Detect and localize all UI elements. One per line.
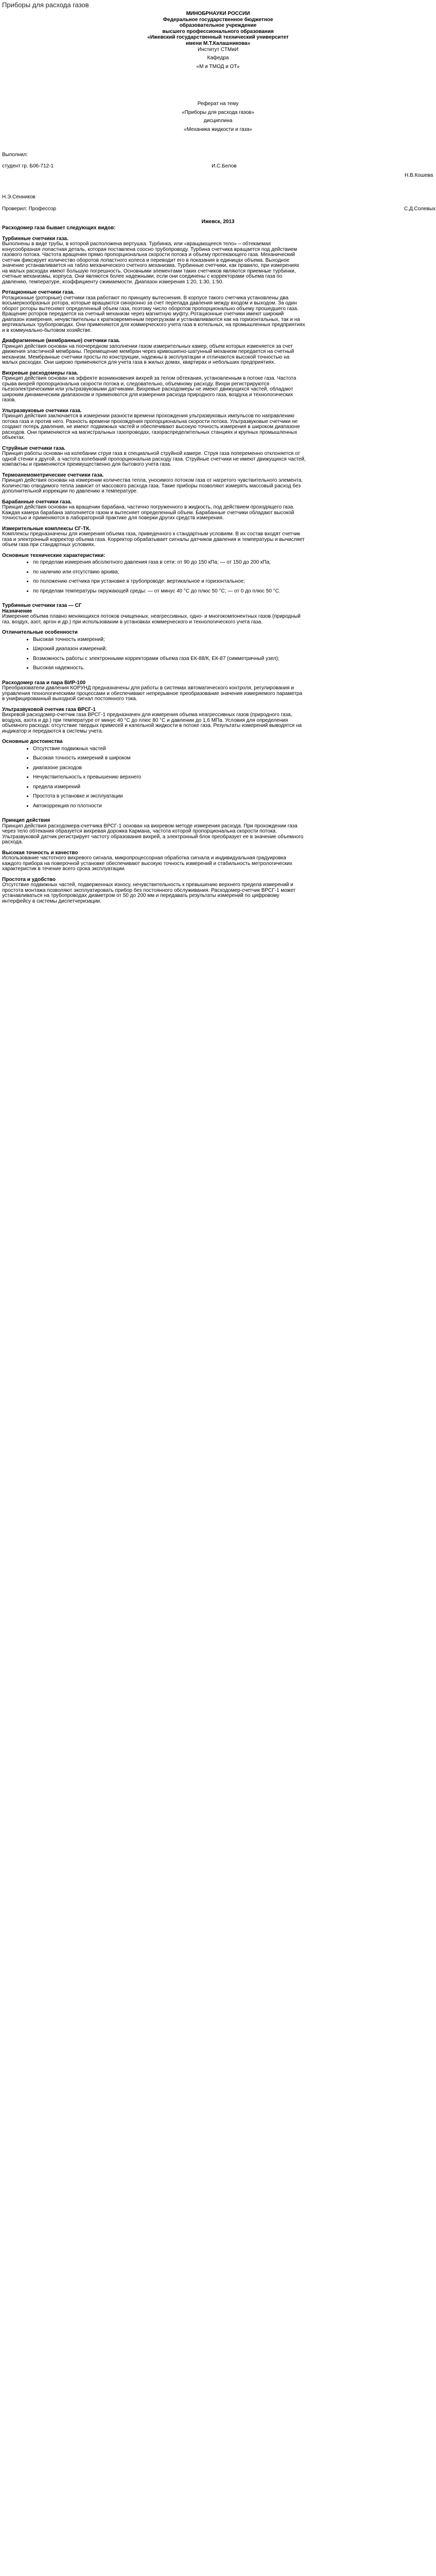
section-heading: Высокая точность и качество — [2, 850, 78, 856]
paragraph: Принцип действия основан на вращении барабана, частично погруженного в жидкость, под действием проходящего газа. Каждая камера барабана заполняется газом и вытесняет определенный объем. Барабанные счетчики обладают высокой точностью и применяются в лабораторной практике для поверки других средств измерения. — [2, 504, 294, 521]
checked-label: Проверил: Профессор — [2, 206, 56, 212]
section-heading: Расходомер газа и пара ВИР-100 — [2, 680, 86, 686]
section-heading: Основные технические характеристики: — [2, 552, 106, 558]
city-year: Ижевск, 2013 — [201, 219, 235, 225]
discipline: «Механика жидкости и газа» — [184, 126, 252, 132]
section-heading: Турбинные счетчики газа. — [2, 235, 68, 242]
section-heading: Термоанемометрические счетчики газа. — [2, 472, 104, 478]
helper-name: Н.В.Кошева — [405, 173, 433, 178]
bullet-list — [2, 560, 306, 594]
document-body — [2, 226, 306, 904]
list-item: • предела измерений — [33, 785, 306, 790]
paragraph: Вихревой расходомер-счетчик газа ВРСГ-1 предназначен для измерения объема неагрессивных газов (природного газа, воздуха, азота и др.) при температуре от минус 40 °С до плюс 80 °С и давлении до 1,6 МПа. Условия для определения объемного расхода: отсутствие твердых примесей и капельной жидкости в потоке газа. Результаты измерений выводятся на индикатор и передаются в системы учета. — [2, 712, 302, 734]
dept: «М и ТМОД и ОТ» — [196, 63, 240, 70]
report-topic: «Приборы для расхода газов» — [182, 109, 254, 115]
spacer — [2, 548, 306, 553]
list-item: • Автокоррекция по плотности — [33, 804, 306, 809]
title-block — [0, 11, 436, 70]
student-name: И.С.Белов — [212, 163, 237, 169]
discipline-label: дисциплина — [203, 118, 233, 124]
paragraph: Принцип действия расходомера-счетчика ВРСГ-1 основан на вихревом методе измерения расхода. При прохождении газа через тело обтекания образуется вихревая дорожка Кармана, частота которой пропорциональна скорости потока. Ультразвуковой датчик регистрирует частоту образования вихрей, а электронный блок преобразует ее в значение объемного расхода. — [2, 823, 304, 845]
list-item: • Простота в установке и эксплуатации — [33, 794, 306, 800]
org-line: высшего профессионального образования — [162, 28, 274, 35]
list-item: • Высокая точность измерений в широком — [33, 756, 306, 761]
paragraph: Преобразователи давления КОРУНД предназначены для работы в системах автоматического контроля, регулирования и управления технологическими процессами и обеспечивают непрерывное преобразование значения измеряемого параметра в унифицированный выходной сигнал постоянного тока. — [2, 685, 303, 702]
spacer — [2, 231, 306, 236]
spacer — [2, 366, 306, 371]
section-heading: Диафрагменные (мембранные) счетчики газа. — [2, 338, 120, 344]
section-heading: Измерительные комплексы СГ-ТК. — [2, 526, 91, 532]
bullet-list — [2, 637, 306, 671]
section-heading: Принцип действия — [2, 818, 50, 823]
list-item: • Нечувствительность к превышению верхнего — [33, 775, 306, 781]
section-heading: Струйные счетчики газа. — [2, 445, 66, 451]
list-item: • по пределам температуры окружающей среды: — от минус 40 °С до плюс 50 °С; — от 0 до плюс 50 °С. — [33, 589, 306, 595]
paragraph: Ротационные (роторные) счетчики газа работают по принципу вытеснения. В корпусе такого счетчика установлены два восьмеркообразных ротора, которые вращаются синхронно за счет перепада давления между входом и выходом. За один оборот роторы вытесняют определенный объем газа, поэтому число оборотов пропорционально объему прошедшего газа. Вращение роторов передается на счетный механизм через магнитную муфту. Ротационные счетчики имеют широкий диапазон измерения, нечувствительны к кратковременным перегрузкам и устанавливаются как на горизонтальных, так и на вертикальных трубопроводах. Они применяются для коммерческого учета газа в котельных, на промышленных предприятиях и в коммунально-бытовом хозяйстве. — [2, 295, 305, 333]
org-line: образовательное учреждение — [179, 23, 257, 29]
paragraph: Принцип действия заключается в измерении разности времени прохождения ультразвуковых импульсов по направлению потока газа и против него. Разность времени прохождения пропорциональна скорости потока. Ультразвуковые счетчики не создают потерь давления, не имеют подвижных частей и обеспечивают высокую точность измерения в широком диапазоне расходов. Они применяются на магистральных газопроводах, газораспределительных станциях и крупных промышленных объектах. — [2, 413, 300, 440]
section-heading: Отличительные особенности — [2, 630, 78, 635]
org-line: имени М.Т.Калашникова» — [185, 40, 251, 46]
bullet-list — [2, 747, 306, 809]
paragraph: Использование частотного вихревого сигнала, микропроцессорная обработка сигнала и индивидуальная градуировка каждого прибора на поверочной установке обеспечивают высокую точность измерений и стабильность метрологических характеристик в течение всего срока эксплуатации. — [2, 855, 292, 872]
report-label: Реферат на тему — [197, 101, 239, 107]
report-block — [0, 101, 436, 132]
spacer — [2, 468, 306, 473]
paragraph: Отсутствие подвижных частей, подверженных износу, нечувствительность к превышению верхнего предела измерений и простота монтажа позволяют эксплуатировать прибор без постоянного обслуживания. Расходомер-счетчик ВРСГ-1 может устанавливаться на трубопроводах диаметром от 50 до 200 мм и передавать результаты измерений по цифровому интерфейсу в системы диспетчеризации. — [2, 882, 296, 904]
list-item: • по наличию или отсутствию архива; — [33, 570, 306, 575]
paragraph: Принцип работы основан на колебании струи газа в специальной струйной камере. Струя газа попеременно отклоняется от одной стенки к другой, а частота колебаний пропорциональна расходу газа. Струйные счетчики не имеют движущихся частей, компактны и применяются преимущественно для бытового учета газа. — [2, 451, 306, 467]
list-item: • Широкий диапазон измерений; — [33, 647, 306, 652]
section-heading: Расходомер газа бывает следующих видов: — [2, 225, 116, 231]
spacer — [2, 403, 306, 409]
paragraph: Комплексы предназначены для измерения объема газа, приведенного к стандартным условиям. В их состав входят счетчик газа и электронный корректор объема газа. Корректор обрабатывает сигналы датчиков давления и температуры и вычисляет объем газа при стандартных условиях. — [2, 531, 305, 548]
list-item: • по положению счетчика при установке в трубопроводе: вертикальное и горизонтальное; — [33, 579, 306, 585]
section-heading: Простота и удобство — [2, 876, 56, 883]
spacer — [2, 845, 306, 851]
professor-name: С.Д.Солевых — [404, 206, 436, 212]
page-title: Приборы для расхода газов — [2, 1, 89, 9]
spacer — [2, 872, 306, 877]
list-item: • Возможность работы с электронными корректорами объема газа ЕК-88/К, ЕК-87 (симметричный узел); — [33, 656, 306, 662]
paragraph: Принцип действия основан на эффекте возникновения вихрей за телом обтекания, установленным в потоке газа. Частота срыва вихрей пропорциональна скорости потока и, следовательно, объемному расходу. Вихри регистрируются пьезоэлектрическими или ультразвуковыми датчиками. Вихревые расходомеры не имеют движущихся частей, обладают широким динамическим диапазоном и применяются для измерения расхода природного газа, воздуха и технологических газов. — [2, 376, 297, 403]
org-line: «Ижевский государственный технический университет — [147, 35, 289, 41]
section-heading: Барабанные счетчики газа. — [2, 499, 72, 505]
dept-label: Кафедра — [207, 55, 229, 61]
section-heading: Вихревые расходомеры газа. — [2, 370, 78, 376]
paragraph: Выполнены в виде трубы, в которой расположена вертушка. Турбинка, или «вращающееся тело» – обтекаемая конусообразная лопастная деталь, которая поставлена соосно трубопроводу. Турбина счетчика вращается под действием газового потока. Частота вращения прямо пропорциональна скорости потока и объему протекающего газа. Механический счетчик фиксирует количество оборотов лопастного колеса и переводит его в показания в единицах объема. Выходное значение устанавливается на табло механического счетного механизма. Турбинные счетчики, как правило, при измерениях на малых расходах имеют большую погрешность. Основными элементами таких счетчиков являются приемные турбинки, счетные механизмы, корпуса. Они являются более надежными, если они соединены с корректорами объема газа по давлению, температуре, коэффициенту сжимаемости. Диапазон измерения 1:20, 1:30, 1:50. — [2, 241, 300, 285]
section-heading: Ультразвуковые счетчики газа. — [2, 408, 82, 414]
list-item: • Отсутствие подвижных частей — [33, 747, 306, 752]
spacer — [2, 702, 306, 707]
done-label: Выполнил: — [2, 152, 28, 158]
spacer — [2, 675, 306, 681]
checker-name: Н.Э.Сенников — [2, 194, 36, 200]
student-label: студент гр. Б06-712-1 — [2, 163, 54, 169]
spacer — [2, 521, 306, 527]
ministry: МИНОБРНАУКИ РОССИИ — [186, 11, 250, 16]
list-item: • диапазоне расходов — [33, 766, 306, 771]
paragraph: Измерение объема плавно меняющихся потоков очищенных, неагрессивных, одно- и многокомпонентных газов (природный газ, воздух, азот, аргон и др.) при использовании в установках коммерческого и технологического учета газа. — [2, 614, 301, 625]
org-line: Федеральное государственное бюджетное — [163, 16, 273, 23]
paragraph: Принцип действия основан на поочередном заполнении газом измерительных камер, объем которых изменяется за счет движения эластичной мембраны. Перемещение мембран через кривошипно-шатунный механизм передается на счетный механизм. Мембранные счетчики просты по конструкции, надежны в эксплуатации и отличаются высокой точностью на малых расходах. Они широко применяются для учета газа в жилых домах, квартирах и небольших предприятиях. — [2, 343, 294, 365]
spacer — [2, 495, 306, 500]
list-item: • Высокая точность измерений; — [33, 637, 306, 643]
list-item: • по пределам измерения абсолютного давления газа в сети: от 90 до 150 кПа; — от 150 до 200 кПа; — [33, 560, 306, 566]
paragraph: Принцип действия основан на измерении количества тепла, уносимого потоком газа от нагретого чувствительного элемента. Количество отводимого тепла зависит от массового расхода газа. Такие приборы позволяют измерять массовый расход без дополнительной коррекции по давлению и температуре. — [2, 478, 303, 494]
institute: Институт СТМиИ — [197, 46, 239, 53]
list-item: • Высокая надежность. — [33, 666, 306, 671]
section-heading: Турбинные счетчики газа — СГ — [2, 603, 82, 608]
section-heading: Ультразвуковой счетчик газа ВРСГ-1 — [2, 706, 96, 713]
section-heading: Основные достоинства — [2, 739, 63, 744]
spacer — [2, 441, 306, 446]
section-heading: Ротационные счетчики газа. — [2, 290, 75, 295]
section-heading: Назначение — [2, 608, 32, 614]
